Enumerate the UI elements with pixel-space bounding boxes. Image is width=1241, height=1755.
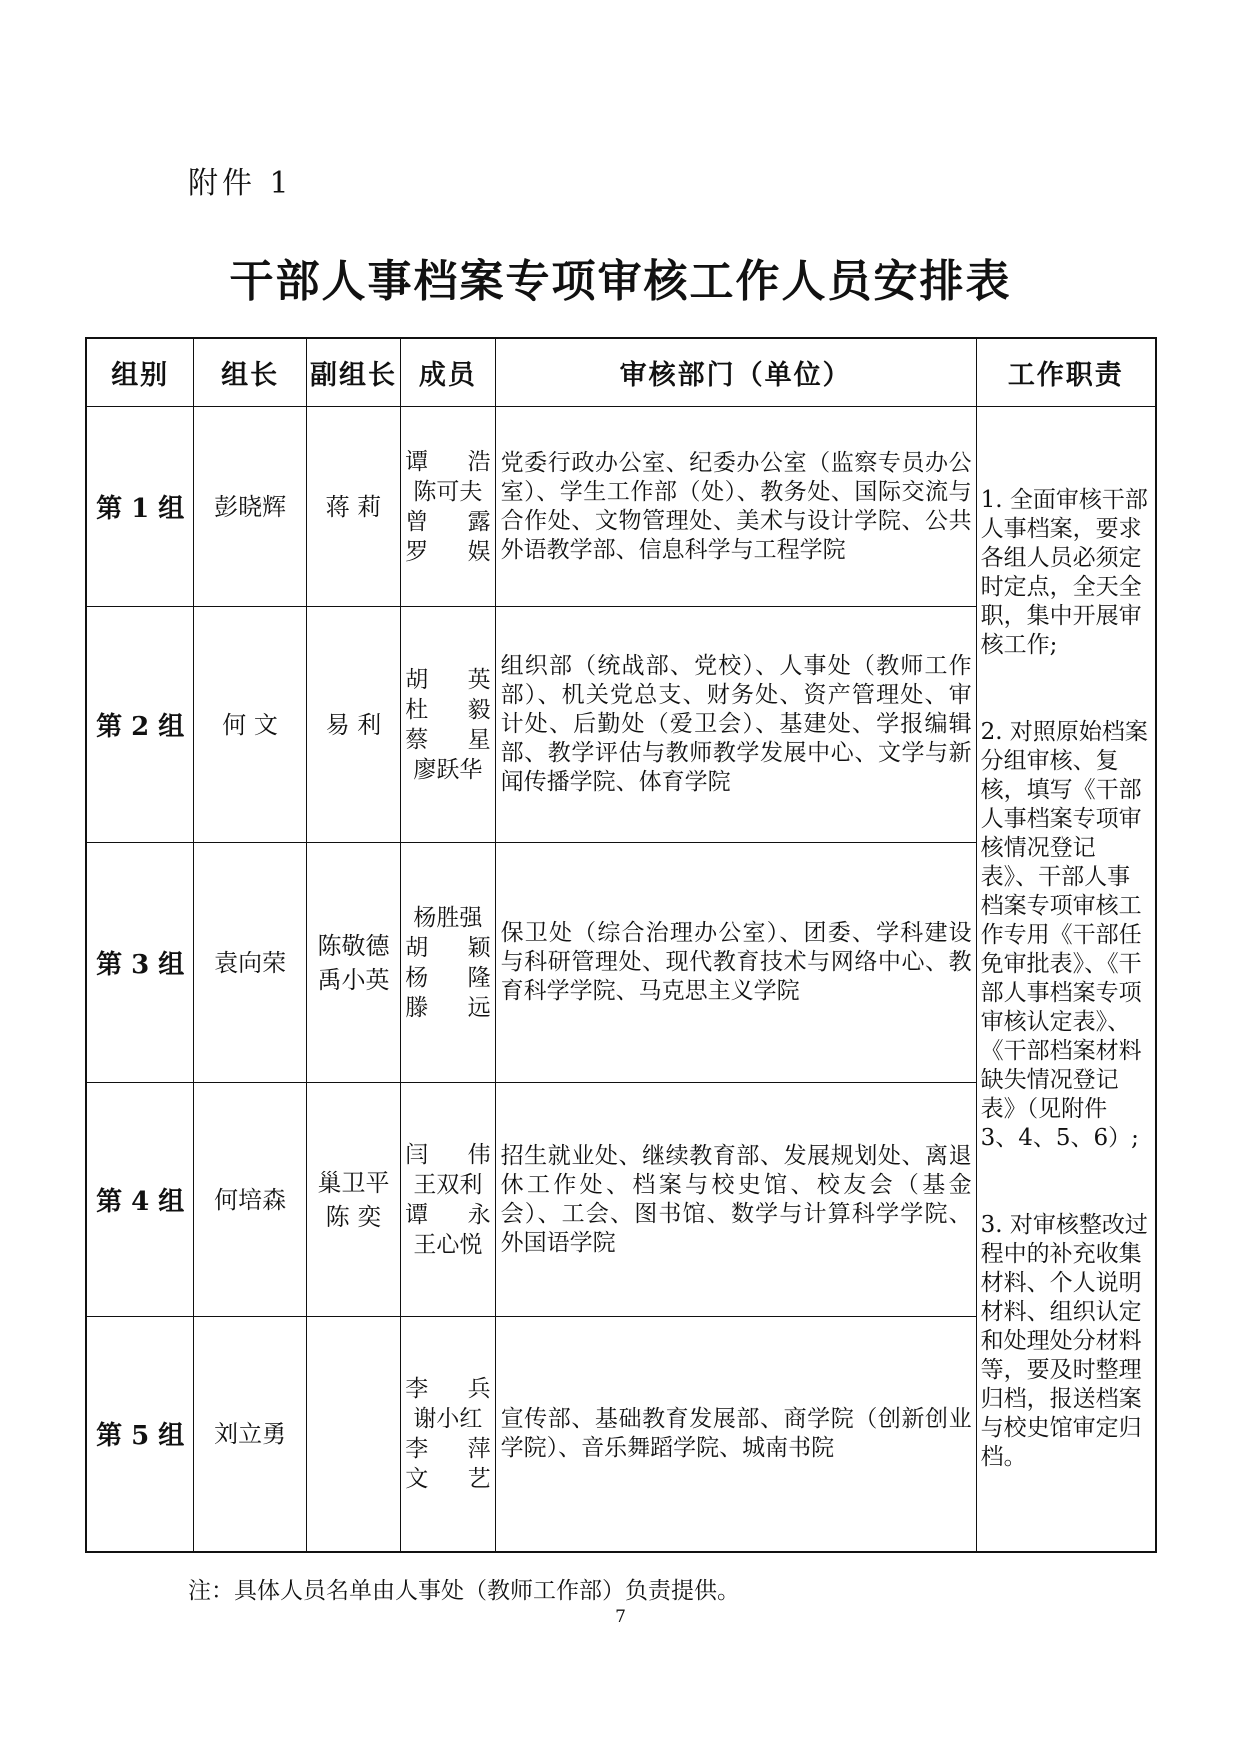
departments-cell: 党委行政办公室、纪委办公室（监察专员办公室）、学生工作部（处）、教务处、国际交流与合作处、文物管理处、美术与设计学院、公共外语教学部、信息科学与工程学院 [495,407,976,607]
deputy-name: 易 利 [325,710,382,739]
leader-cell: 何培森 [194,1083,306,1317]
members-cell [401,407,495,607]
leader-cell: 何 文 [194,607,306,843]
page-title: 干部人事档案专项审核工作人员安排表 [229,256,1012,307]
duty-item: 1. 全面审核干部人事档案，要求各组人员必须定时定点，全天全职，集中开展审核工作; [980,486,1148,658]
group-cell: 第 4 组 [86,1083,194,1317]
header-members: 成员 [401,338,495,407]
departments-cell: 保卫处（综合治理办公室）、团委、学科建设与科研管理处、现代教育技术与网络中心、教育科学学院、马克思主义学院 [495,843,976,1083]
member-name: 滕 远 [405,994,491,1021]
member-name: 闫 伟 [405,1141,491,1168]
deputy-cell [306,407,400,607]
header-leader: 组长 [194,338,306,407]
member-name: 罗 娱 [405,538,491,565]
duty-item: 2. 对照原始档案分组审核、复核，填写《干部人事档案专项审核情况登记表》、干部人事档案专项审核工作专用《干部任免审批表》、《干部人事档案专项审核认定表》、《干部档案材料缺失情况登记表》（见附件 3、4、5、6）; [980,718,1148,1151]
arrangement-table [85,337,1157,1553]
group-cell: 第 3 组 [86,843,194,1083]
header-duties: 工作职责 [976,338,1156,407]
deputy-name: 陈 奕 [325,1202,382,1231]
member-name: 曾 露 [405,508,491,535]
table-row [86,407,1156,607]
attachment-label: 附件 1 [188,166,293,201]
deputy-cell [306,843,400,1083]
member-name: 李 兵 [405,1375,491,1402]
duty-item: 3. 对审核整改过程中的补充收集材料、个人说明材料、组织认定和处理处分材料等，要及时整理归档，报送档案与校史馆审定归档。 [980,1211,1148,1470]
deputy-name: 蒋 莉 [325,492,382,521]
footnote: 注：具体人员名单由人事处（教师工作部）负责提供。 [188,1578,740,1604]
member-name: 廖跃华 [413,756,483,783]
deputy-cell [306,1317,400,1552]
member-name: 胡 颖 [405,934,491,961]
member-name: 文 艺 [405,1465,491,1492]
group-cell: 第 5 组 [86,1317,194,1552]
departments-cell: 组织部（统战部、党校）、人事处（教师工作部）、机关党总支、财务处、资产管理处、审计处、后勤处（爱卫会）、基建处、学报编辑部、教学评估与教师教学发展中心、文学与新闻传播学院、体育学院 [495,607,976,843]
deputy-name: 禹小英 [317,965,390,994]
leader-cell: 彭晓辉 [194,407,306,607]
deputy-name: 巢卫平 [317,1168,390,1197]
header-deputy: 副组长 [306,338,400,407]
member-name: 谭 永 [405,1201,491,1228]
members-cell [401,1317,495,1552]
members-cell [401,843,495,1083]
member-name: 王心悦 [413,1231,483,1258]
member-name: 杨 隆 [405,964,491,991]
member-name: 李 萍 [405,1435,491,1462]
member-name: 杜 毅 [405,696,491,723]
member-name: 胡 英 [405,666,491,693]
header-departments: 审核部门（单位） [495,338,976,407]
deputy-cell [306,607,400,843]
leader-cell: 袁向荣 [194,843,306,1083]
member-name: 谭 浩 [405,448,491,475]
member-name: 谢小红 [413,1405,483,1432]
header-group: 组别 [86,338,194,407]
departments-cell: 宣传部、基础教育发展部、商学院（创新创业学院）、音乐舞蹈学院、城南书院 [495,1317,976,1552]
group-cell: 第 2 组 [86,607,194,843]
member-name: 陈可夫 [413,478,483,505]
leader-cell: 刘立勇 [194,1317,306,1552]
members-cell [401,607,495,843]
duties-cell [976,407,1156,1552]
table-header-row [86,338,1156,407]
page-number: 7 [615,1607,626,1627]
departments-cell: 招生就业处、继续教育部、发展规划处、离退休工作处、档案与校史馆、校友会（基金会）、工会、图书馆、数学与计算科学学院、外国语学院 [495,1083,976,1317]
member-name: 杨胜强 [413,904,483,931]
member-name: 蔡 星 [405,726,491,753]
deputy-name: 陈敬德 [317,931,390,960]
group-cell: 第 1 组 [86,407,194,607]
member-name: 王双利 [413,1171,483,1198]
members-cell [401,1083,495,1317]
deputy-cell [306,1083,400,1317]
